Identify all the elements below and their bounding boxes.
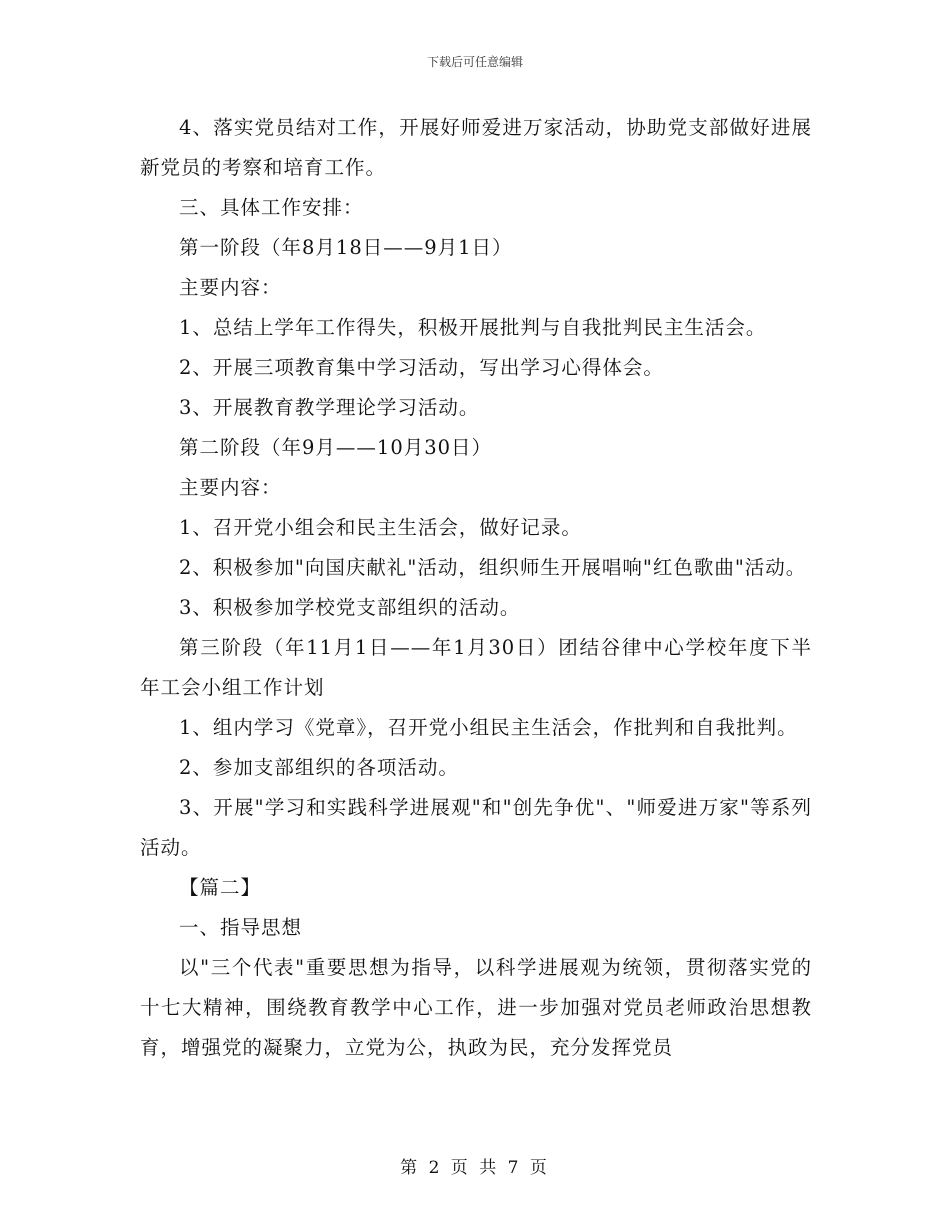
stage-heading: 第二阶段（年9月——10月30日） bbox=[179, 436, 493, 459]
subheading: 主要内容： bbox=[179, 476, 282, 499]
list-item: 2、积极参加"向国庆献礼"活动，组织师生开展唱响"红色歌曲"活动。 bbox=[179, 556, 807, 579]
page-header: 下载后可任意编辑 bbox=[426, 55, 523, 69]
section-heading: 三、具体工作安排： bbox=[179, 196, 364, 219]
subheading: 主要内容： bbox=[179, 276, 282, 299]
page-footer: 第 2 页 共 7 页 bbox=[400, 1158, 550, 1178]
list-item: 1、总结上学年工作得失，积极开展批判与自我批判民主生活会。 bbox=[179, 316, 767, 339]
paragraph: 4、落实党员结对工作，开展好师爱进万家活动，协助党支部做好进展新党员的考察和培育工作。 bbox=[140, 116, 812, 179]
list-item: 3、开展教育教学理论学习活动。 bbox=[179, 396, 480, 419]
list-item: 1、召开党小组会和民主生活会，做好记录。 bbox=[179, 516, 582, 539]
document-body bbox=[140, 108, 812, 1068]
stage-heading: 第三阶段（年11月1日——年1月30日）团结谷律中心学校年度下半年工会小组工作计划 bbox=[140, 636, 812, 699]
paragraph: 以"三个代表"重要思想为指导，以科学进展观为统领，贯彻落实党的十七大精神，围绕教育教学中心工作，进一步加强对党员老师政治思想教育，增强党的凝聚力，立党为公，执政为民，充分发挥党员 bbox=[140, 956, 812, 1059]
section-heading: 一、指导思想 bbox=[179, 916, 303, 939]
list-item: 3、开展"学习和实践科学进展观"和"创先争优"、"师爱进万家"等系列活动。 bbox=[140, 796, 812, 859]
list-item: 1、组内学习《党章》，召开党小组民主生活会，作批判和自我批判。 bbox=[179, 716, 798, 739]
part-heading: 【篇二】 bbox=[179, 876, 262, 899]
list-item: 2、开展三项教育集中学习活动，写出学习心得体会。 bbox=[179, 356, 664, 379]
list-item: 3、积极参加学校党支部组织的活动。 bbox=[179, 596, 521, 619]
stage-heading: 第一阶段（年8月18日——9月1日） bbox=[179, 236, 513, 259]
list-item: 2、参加支部组织的各项活动。 bbox=[179, 756, 459, 779]
